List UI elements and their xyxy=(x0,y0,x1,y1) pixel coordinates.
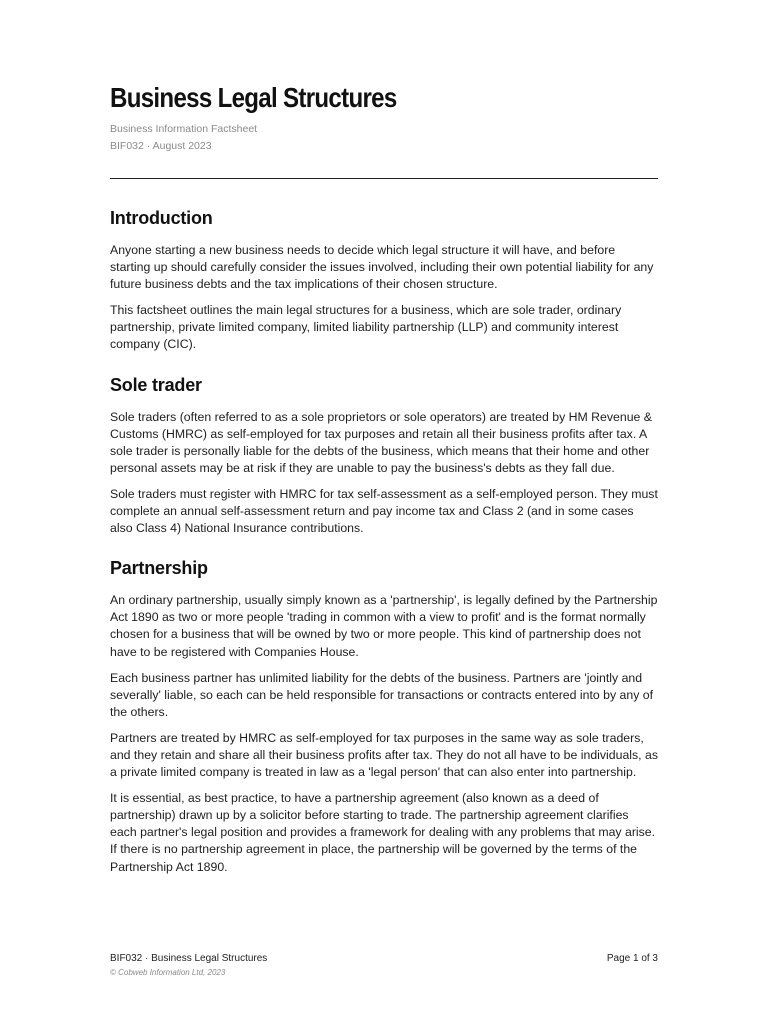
header-divider xyxy=(110,178,658,179)
page-title: Business Legal Structures xyxy=(110,82,397,113)
section-heading-partnership: Partnership xyxy=(110,558,208,579)
footer-page-number: Page 1 of 3 xyxy=(606,953,658,964)
document-body xyxy=(110,208,658,876)
section-heading-introduction: Introduction xyxy=(110,208,213,228)
section-heading-sole-trader: Sole trader xyxy=(110,374,202,395)
paragraph: Partners are treated by HMRC as self-employed for tax purposes in the same way as sole traders, and they retain and share all their business profits after tax. They do not all have to be individuals, as a private limited company is treated in law as a 'legal person' that can also enter into partnership. xyxy=(110,730,658,780)
paragraph: Sole traders must register with HMRC for tax self-assessment as a self-employed person. They must complete an annual self-assessment return and pay income tax and Class 2 (and in some cases also Class 4) National Insurance contributions. xyxy=(110,486,658,536)
paragraph: Anyone starting a new business needs to decide which legal structure it will have, and before starting up should carefully consider the issues involved, including their own potential liability for any future business debts and the tax implications of their chosen structure. xyxy=(110,243,654,292)
footer-document-label: BIF032 · Business Legal Structures xyxy=(110,953,268,964)
paragraph: Each business partner has unlimited liability for the debts of the business. Partners are 'jointly and severally' liable, so each can be held responsible for transactions or contracts entered into by any of the others. xyxy=(110,670,654,719)
footer-copyright: © Cobweb Information Ltd, 2023 xyxy=(110,968,226,977)
document-subtitle: Business Information Factsheet xyxy=(110,123,258,135)
document-reference: BIF032 · August 2023 xyxy=(110,140,212,152)
paragraph: This factsheet outlines the main legal structures for a business, which are sole trader, ordinary partnership, private limited company, limited liability partnership (LLP) and community interest company (CIC). xyxy=(110,303,622,352)
paragraph: It is essential, as best practice, to have a partnership agreement (also known as a deed of partnership) drawn up by a solicitor before starting to trade. The partnership agreement clarifies each partner's legal position and provides a framework for dealing with any problems that may arise. If there is no partnership agreement in place, the partnership will be governed by the terms of the Partnership Act 1890. xyxy=(110,791,656,874)
paragraph: Sole traders (often referred to as a sole proprietors or sole operators) are treated by HM Revenue & Customs (HMRC) as self-employed for tax purposes and retain all their business profits after tax. A sole trader is personally liable for the debts of the business, which means that their home and other personal assets may be at risk if they are unable to pay the business's debts as they fall due. xyxy=(110,409,653,475)
paragraph: An ordinary partnership, usually simply known as a 'partnership', is legally defined by the Partnership Act 1890 as two or more people 'trading in common with a view to profit' and is the format normally chosen for a business that will be owned by two or more people. This kind of partnership does not have to be registered with Companies House. xyxy=(110,593,658,659)
